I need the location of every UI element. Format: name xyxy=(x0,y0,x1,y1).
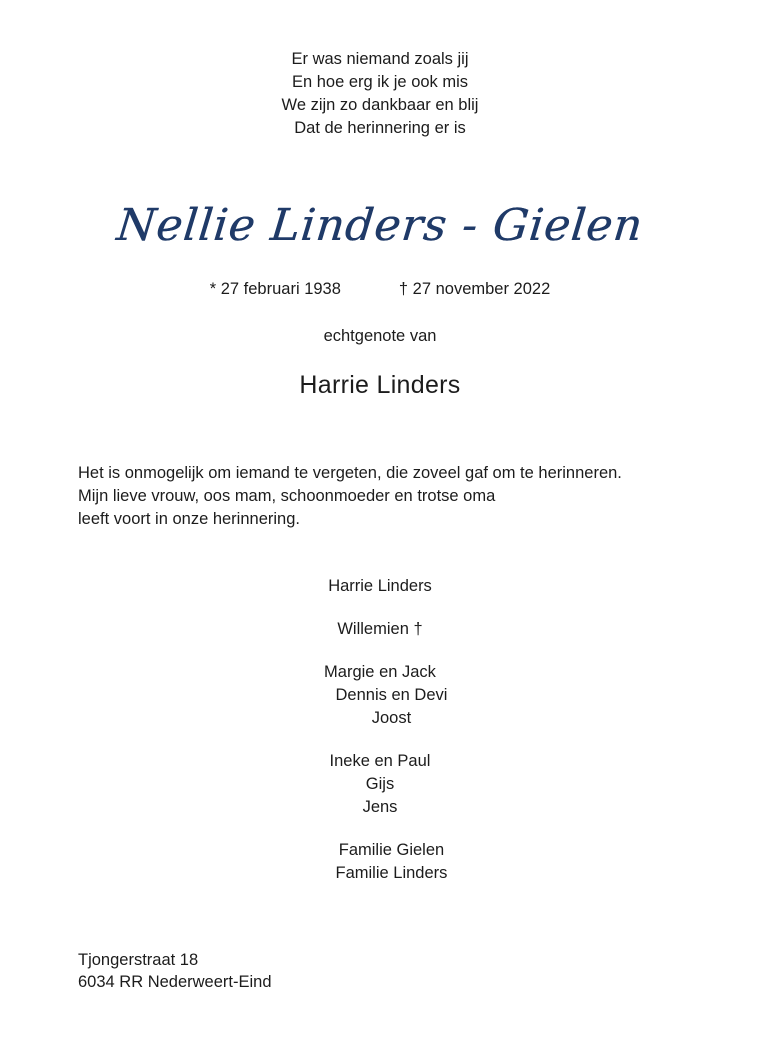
family-group xyxy=(0,661,760,730)
family-group xyxy=(0,618,760,641)
family-group xyxy=(0,750,760,819)
family-line: Harrie Linders xyxy=(328,577,432,595)
message-line: Mijn lieve vrouw, oos mam, schoonmoeder en trotse oma xyxy=(78,487,496,505)
family-line: Joost xyxy=(348,709,412,727)
deceased-name-wrap xyxy=(0,200,760,270)
poem-line: We zijn zo dankbaar en blij xyxy=(281,96,479,114)
family-line: Willemien † xyxy=(337,620,423,638)
life-dates xyxy=(0,280,760,299)
family-line: Jens xyxy=(362,798,398,816)
death-date: † 27 november 2022 xyxy=(398,280,551,298)
family-group xyxy=(0,839,760,885)
poem-line: Er was niemand zoals jij xyxy=(291,50,469,68)
birth-date: * 27 februari 1938 xyxy=(209,280,341,298)
message-line: Het is onmogelijk om iemand te vergeten, die zoveel gaf om te herinneren. xyxy=(78,464,622,482)
family-group xyxy=(0,575,760,598)
family-line: Margie en Jack xyxy=(324,663,436,681)
family-line: Gijs xyxy=(365,775,395,793)
address-line: Tjongerstraat 18 xyxy=(78,951,199,969)
family-line: Familie Linders xyxy=(312,864,448,882)
poem-line: Dat de herinnering er is xyxy=(294,119,466,137)
address-line: 6034 RR Nederweert-Eind xyxy=(78,973,272,991)
deceased-name: Nellie Linders - Gielen xyxy=(114,200,646,251)
family-line: Ineke en Paul xyxy=(329,752,431,770)
memorial-card xyxy=(0,48,760,1045)
poem-block xyxy=(0,48,760,140)
family-line: Dennis en Devi xyxy=(312,686,448,704)
poem-line: En hoe erg ik je ook mis xyxy=(291,73,469,91)
spouse-name: Harrie Linders xyxy=(299,371,461,399)
relation-label: echtgenote van xyxy=(323,327,437,345)
address-block xyxy=(78,949,272,993)
message-line: leeft voort in onze herinnering. xyxy=(78,510,300,528)
memorial-message xyxy=(78,462,760,531)
family-list xyxy=(0,575,760,885)
family-line: Familie Gielen xyxy=(315,841,445,859)
